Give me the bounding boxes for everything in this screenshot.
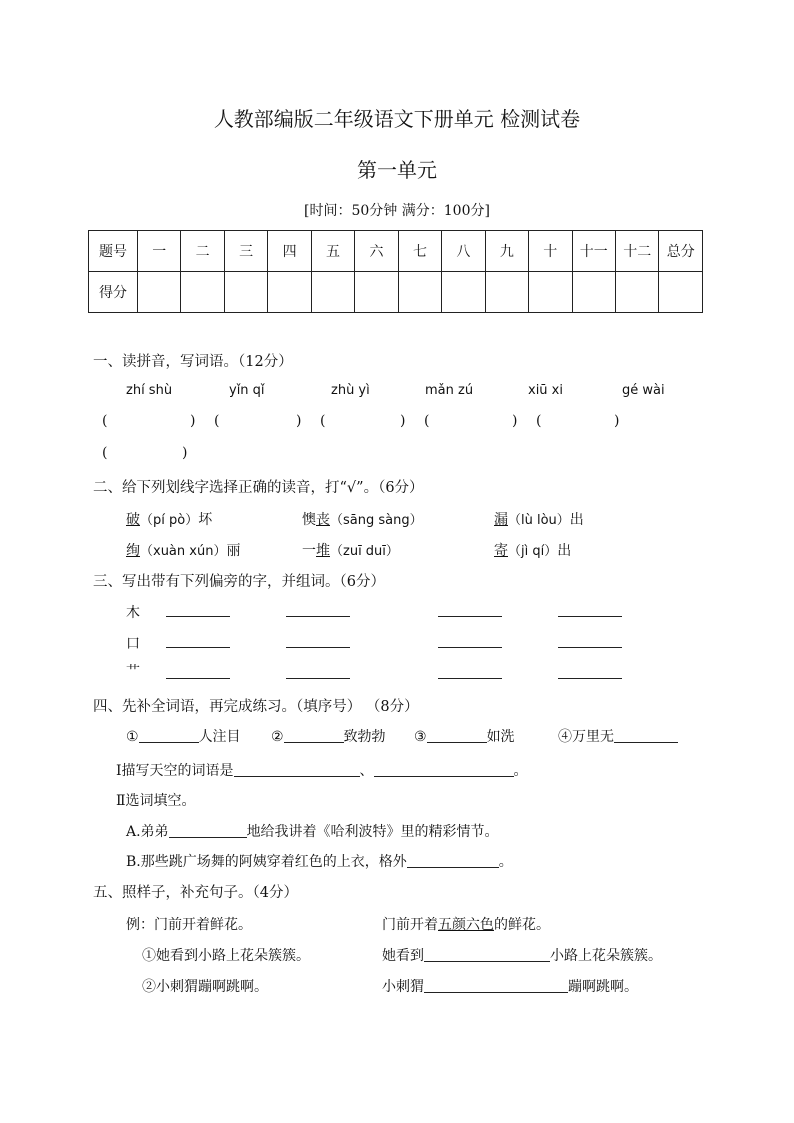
- answer-line[interactable]: [166, 678, 230, 679]
- example-left: 例：门前开着鲜花。: [126, 917, 252, 933]
- table-cell: 一: [138, 231, 181, 272]
- sentence-text: 门前开着: [382, 917, 438, 933]
- word-rest: 坏: [198, 512, 213, 528]
- word-prefix: 一: [302, 543, 316, 559]
- answer-line[interactable]: [438, 678, 502, 679]
- exam-meta: [时间：50分钟 满分：100分]: [304, 203, 490, 219]
- word-rest: 出: [569, 512, 584, 528]
- reading-choice[interactable]: [494, 540, 571, 560]
- score-input-cell[interactable]: [659, 272, 703, 313]
- pinyin-item: zhí shù: [126, 383, 173, 398]
- item-number: ②: [271, 729, 284, 745]
- idiom-text: 人注目: [198, 729, 241, 745]
- answer-blank[interactable]: [407, 853, 499, 868]
- answer-line[interactable]: [558, 616, 622, 617]
- table-cell: 十二: [615, 231, 658, 272]
- item-number: ①: [126, 729, 139, 745]
- sentence-text: 她看到: [382, 948, 424, 964]
- table-cell: 四: [268, 231, 311, 272]
- pinyin-item: gé wài: [622, 383, 665, 398]
- answer-bracket-open: (: [102, 413, 108, 429]
- fill-in-heading: Ⅱ选词填空。: [116, 793, 196, 809]
- underlined-char: 堆: [316, 543, 330, 559]
- period: 。: [498, 854, 513, 870]
- score-table-header-row: [89, 231, 703, 272]
- underlined-char: 寄: [494, 543, 508, 559]
- idiom-fill-4: [558, 726, 678, 746]
- score-input-cell[interactable]: [311, 272, 354, 313]
- score-input-cell[interactable]: [529, 272, 572, 313]
- item-number: ③: [414, 729, 427, 745]
- sentence-1-right: [382, 945, 662, 965]
- underlined-char: 绚: [126, 543, 140, 559]
- score-input-cell[interactable]: [138, 272, 181, 313]
- radical-label: 口: [126, 636, 140, 652]
- pinyin-options: （zuī duī）: [330, 544, 399, 559]
- answer-blank[interactable]: [427, 728, 487, 743]
- answer-blank[interactable]: [234, 762, 360, 777]
- prompt-text: Ⅰ描写天空的词语是: [116, 763, 234, 779]
- table-cell: 十: [529, 231, 572, 272]
- reading-choice[interactable]: [126, 540, 240, 560]
- table-cell: 七: [398, 231, 441, 272]
- sentence-text: 的鲜花。: [494, 917, 550, 933]
- score-table-score-row: [89, 272, 703, 313]
- table-cell: 五: [311, 231, 354, 272]
- table-cell: 六: [355, 231, 398, 272]
- radical-label: 木: [126, 605, 140, 621]
- idiom-fill-1: [126, 726, 241, 746]
- answer-bracket-open: (: [536, 413, 542, 429]
- answer-bracket-open: (: [424, 413, 430, 429]
- table-cell: 题号: [89, 231, 138, 272]
- answer-line[interactable]: [286, 616, 350, 617]
- score-input-cell[interactable]: [572, 272, 615, 313]
- answer-line[interactable]: [166, 647, 230, 648]
- pinyin-item: mǎn zú: [425, 383, 474, 398]
- answer-bracket-open: (: [320, 413, 326, 429]
- score-input-cell[interactable]: [181, 272, 224, 313]
- question-2-heading: 二、给下列划线字选择正确的读音，打“√”。（6分）: [93, 480, 424, 496]
- underlined-phrase: 五颜六色: [438, 917, 494, 933]
- answer-blank[interactable]: [139, 728, 199, 743]
- reading-choice[interactable]: [126, 509, 212, 529]
- question-4-heading: 四、先补全词语，再完成练习。（填序号） （8分）: [93, 699, 419, 715]
- answer-bracket-open: (: [102, 445, 108, 461]
- reading-choice[interactable]: [302, 509, 423, 529]
- sentence-text: 小刺猬: [382, 979, 424, 995]
- sentence-2-right: [382, 976, 638, 996]
- answer-line[interactable]: [558, 647, 622, 648]
- sentence-text: 地给我讲着《哈利波特》里的精彩情节。: [246, 824, 499, 840]
- radical-label: 艹: [126, 664, 140, 680]
- table-cell: 三: [224, 231, 267, 272]
- idiom-text: 致勃勃: [343, 729, 386, 745]
- score-input-cell[interactable]: [355, 272, 398, 313]
- answer-line[interactable]: [286, 678, 350, 679]
- word-rest: 出: [557, 543, 572, 559]
- reading-choice[interactable]: [302, 540, 399, 560]
- answer-bracket-close: ): [190, 413, 196, 429]
- pinyin-options: （pí pò）: [140, 513, 199, 528]
- answer-bracket-close: ): [614, 413, 620, 429]
- question-1-heading: 一、读拼音，写词语。（12分）: [93, 354, 293, 370]
- score-input-cell[interactable]: [268, 272, 311, 313]
- score-input-cell[interactable]: [615, 272, 658, 313]
- pinyin-options: （sāng sàng）: [330, 513, 423, 528]
- fill-sentence-a: [126, 821, 499, 841]
- word-prefix: 懊: [302, 512, 316, 528]
- period: 。: [513, 763, 528, 779]
- idiom-fill-2: [271, 726, 386, 746]
- underlined-char: 漏: [494, 512, 508, 528]
- sentence-text: A.弟弟: [126, 824, 169, 840]
- underlined-char: 丧: [316, 512, 330, 528]
- fill-sentence-b: [126, 851, 513, 871]
- table-cell: 十一: [572, 231, 615, 272]
- reading-choice[interactable]: [494, 509, 584, 529]
- pinyin-options: （xuàn xún）: [140, 544, 227, 559]
- answer-blank[interactable]: [424, 947, 550, 962]
- idiom-fill-3: [414, 726, 515, 746]
- unit-title: 第一单元: [357, 158, 437, 182]
- pinyin-options: （lù lòu）: [508, 513, 570, 528]
- answer-line[interactable]: [286, 647, 350, 648]
- sentence-text: 小路上花朵簇簇。: [550, 948, 662, 964]
- separator: 、: [359, 763, 374, 779]
- table-cell: 二: [181, 231, 224, 272]
- answer-bracket-open: (: [214, 413, 220, 429]
- answer-bracket-close: ): [182, 445, 188, 461]
- answer-bracket-close: ): [296, 413, 302, 429]
- word-rest: 丽: [226, 543, 241, 559]
- answer-line[interactable]: [558, 678, 622, 679]
- sky-words-prompt: [116, 760, 528, 780]
- score-table: [88, 230, 703, 313]
- answer-blank[interactable]: [424, 978, 568, 993]
- idiom-text: 如洗: [486, 729, 515, 745]
- answer-line[interactable]: [438, 616, 502, 617]
- sentence-text: B.那些跳广场舞的阿姨穿着红色的上衣，格外: [126, 854, 407, 870]
- sentence-2-left: ②小刺猬蹦啊跳啊。: [142, 979, 268, 995]
- answer-blank[interactable]: [374, 762, 514, 777]
- score-input-cell[interactable]: [442, 272, 485, 313]
- sentence-1-left: ①她看到小路上花朵簇簇。: [142, 948, 310, 964]
- pinyin-item: zhù yì: [331, 383, 370, 398]
- pinyin-item: yǐn qǐ: [229, 383, 265, 398]
- pinyin-item: xiū xi: [528, 383, 563, 398]
- pinyin-options: （jì qí）: [508, 544, 558, 559]
- table-cell: 九: [485, 231, 528, 272]
- example-right: [382, 914, 550, 934]
- page-title: 人教部编版二年级语文下册单元 检测试卷: [213, 107, 581, 131]
- score-input-cell[interactable]: [485, 272, 528, 313]
- answer-blank[interactable]: [284, 728, 344, 743]
- underlined-char: 破: [126, 512, 140, 528]
- sentence-text: 蹦啊跳啊。: [568, 979, 638, 995]
- answer-bracket-close: ): [512, 413, 518, 429]
- score-input-cell[interactable]: [398, 272, 441, 313]
- answer-line[interactable]: [438, 647, 502, 648]
- idiom-text: ④万里无: [558, 729, 614, 745]
- table-cell: 总分: [659, 231, 703, 272]
- answer-line[interactable]: [166, 616, 230, 617]
- question-5-heading: 五、照样子，补充句子。（4分）: [93, 885, 298, 901]
- table-cell: 八: [442, 231, 485, 272]
- question-3-heading: 三、写出带有下列偏旁的字，并组词。（6分）: [93, 574, 385, 590]
- table-cell: 得分: [89, 272, 138, 313]
- answer-bracket-close: ): [400, 413, 406, 429]
- answer-blank[interactable]: [614, 728, 678, 743]
- score-input-cell[interactable]: [224, 272, 267, 313]
- answer-blank[interactable]: [169, 823, 247, 838]
